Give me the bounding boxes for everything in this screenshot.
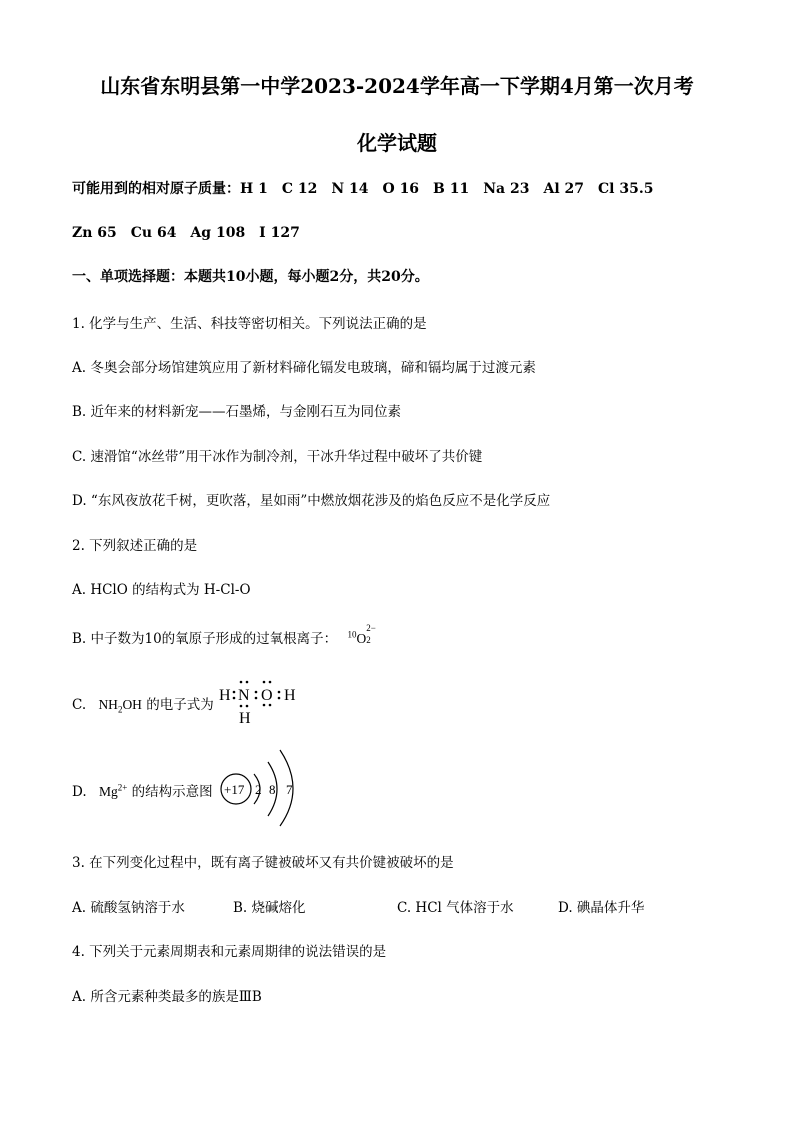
question-3-option-c: C. HCl 气体溶于水 [397,900,514,916]
hydroxylamine-formula: $NH_2OH$ [98,697,142,715]
bond-dot [233,697,236,700]
option-c-text: 的电子式为 [146,697,214,713]
lewis-h-bottom: H [239,710,251,726]
option-d-prefix: D. [72,784,87,800]
question-2-option-a: A. HClO 的结构式为 H-Cl-O [72,582,251,598]
lone-pair-dot [246,681,249,684]
bond-dot [240,705,243,708]
lewis-o: O [261,687,273,704]
lewis-n: N [238,687,250,704]
lone-pair-dot [240,681,243,684]
question-3-option-d: D. 碘晶体升华 [558,900,645,916]
atomic-mass-line-2: Zn 65 Cu 64 Ag 108 I 127 [72,225,300,241]
peroxide-ion-formula: $^{10}$O 2− 2 [347,623,376,646]
question-2-option-d [72,780,213,800]
section-heading: 一、单项选择题：本题共10小题，每小题2分，共20分。 [72,269,429,285]
shell-electron-count: 8 [269,782,276,797]
lone-pair-dot [269,704,272,707]
document-title: 山东省东明县第一中学2023-2024学年高一下学期4月第一次月考 [100,74,694,98]
atomic-structure-diagram [218,748,300,828]
question-1-option-d: D. “东风夜放花千树，更吹落，星如雨”中燃放烟花涉及的焰色反应不是化学反应 [72,493,551,509]
question-1-stem: 1. 化学与生产、生活、科技等密切相关。下列说法正确的是 [72,316,427,332]
nucleus-charge: +17 [224,782,245,797]
option-b-text: B. 中子数为10的氧原子形成的过氧根离子： [72,631,338,647]
lewis-structure-diagram [217,678,309,726]
question-2-stem: 2. 下列叙述正确的是 [72,538,198,554]
lewis-h-right: H [284,687,296,704]
bond-dot [278,691,281,694]
option-d-text: 的结构示意图 [131,784,213,800]
lone-pair-dot [263,681,266,684]
bond-dot [255,697,258,700]
atomic-mass-line-1: 可能用到的相对原子质量：H 1 C 12 N 14 O 16 B 11 Na 23 Al 27 Cl 35.5 [72,181,654,197]
bond-dot [278,697,281,700]
shell-electron-count: 2 [255,782,262,797]
question-4-stem: 4. 下列关于元素周期表和元素周期律的说法错误的是 [72,944,387,960]
shell-electron-count: 7 [286,782,293,797]
lewis-h-left: H [219,687,231,704]
lone-pair-dot [269,681,272,684]
question-1-option-a: A. 冬奥会部分场馆建筑应用了新材料碲化镉发电玻璃，碲和镉均属于过渡元素 [72,360,536,376]
question-3-stem: 3. 在下列变化过程中，既有离子键被破坏又有共价键被破坏的是 [72,855,454,871]
question-1-option-c: C. 速滑馆“冰丝带”用干冰作为制冷剂，干冰升华过程中破坏了共价键 [72,449,483,465]
bond-dot [233,691,236,694]
question-1-option-b: B. 近年来的材料新宠——石墨烯，与金刚石互为同位素 [72,404,402,420]
question-2-option-c [72,693,214,715]
lone-pair-dot [263,704,266,707]
bond-dot [246,705,249,708]
question-3-option-b: B. 烧碱熔化 [233,900,306,916]
question-3-option-a: A. 硫酸氢钠溶于水 [72,900,185,916]
document-subtitle: 化学试题 [357,131,437,155]
bond-dot [255,691,258,694]
question-4-option-a: A. 所含元素种类最多的族是ⅢB [72,989,262,1005]
magnesium-ion: $Mg^{2+}$ [98,782,128,799]
question-2-option-b [72,623,378,647]
option-c-prefix: C. [72,697,87,713]
